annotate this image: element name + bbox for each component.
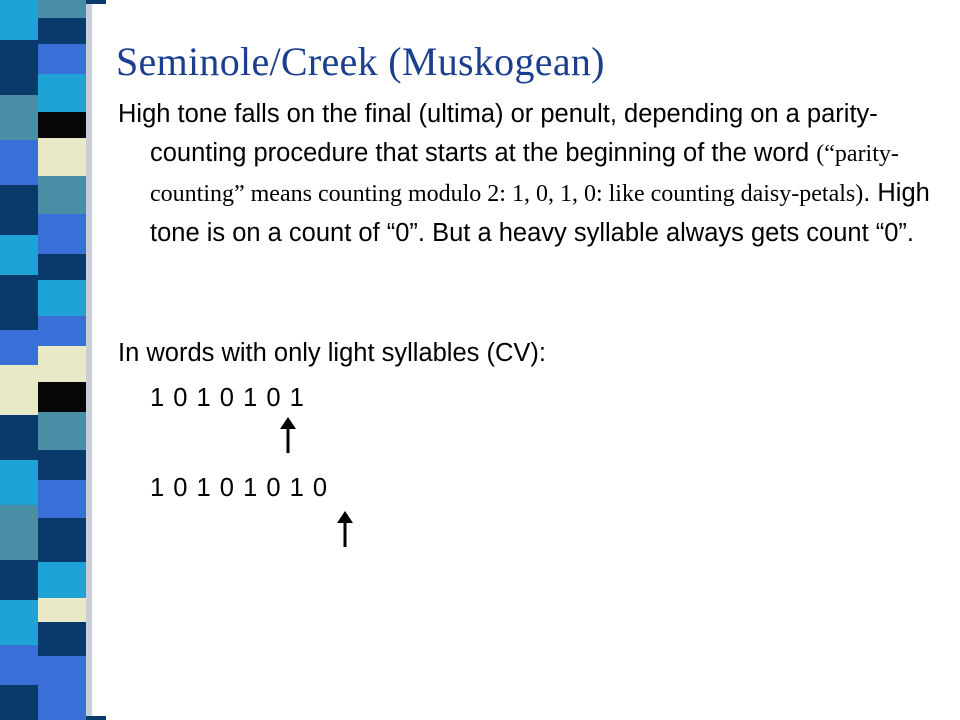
body-paragraph-light-syllables: In words with only light syllables (CV): [118,339,546,367]
decorative-side-strip [0,0,110,720]
up-arrow-icon [336,511,354,547]
count-sequence-odd: 1 0 1 0 1 0 1 [150,384,304,412]
slide-title: Seminole/Creek (Muskogean) [116,39,605,84]
paragraph-text-continued: . High tone is on a count of “0”. But a heavy syllable always gets count “0”. [150,179,930,247]
count-sequence-even: 1 0 1 0 1 0 1 0 [150,474,328,502]
body-paragraph-parity-rule [118,95,950,253]
parity-counting-note: (“parity-counting” means counting modulo 2: 1, 0, 1, 0: like counting daisy-petals) [150,141,899,207]
up-arrow-icon [279,417,297,453]
paragraph-text: High tone falls on the final (ultima) or penult, depending on a parity-counting procedure that starts at the beginning of the word [118,100,878,167]
